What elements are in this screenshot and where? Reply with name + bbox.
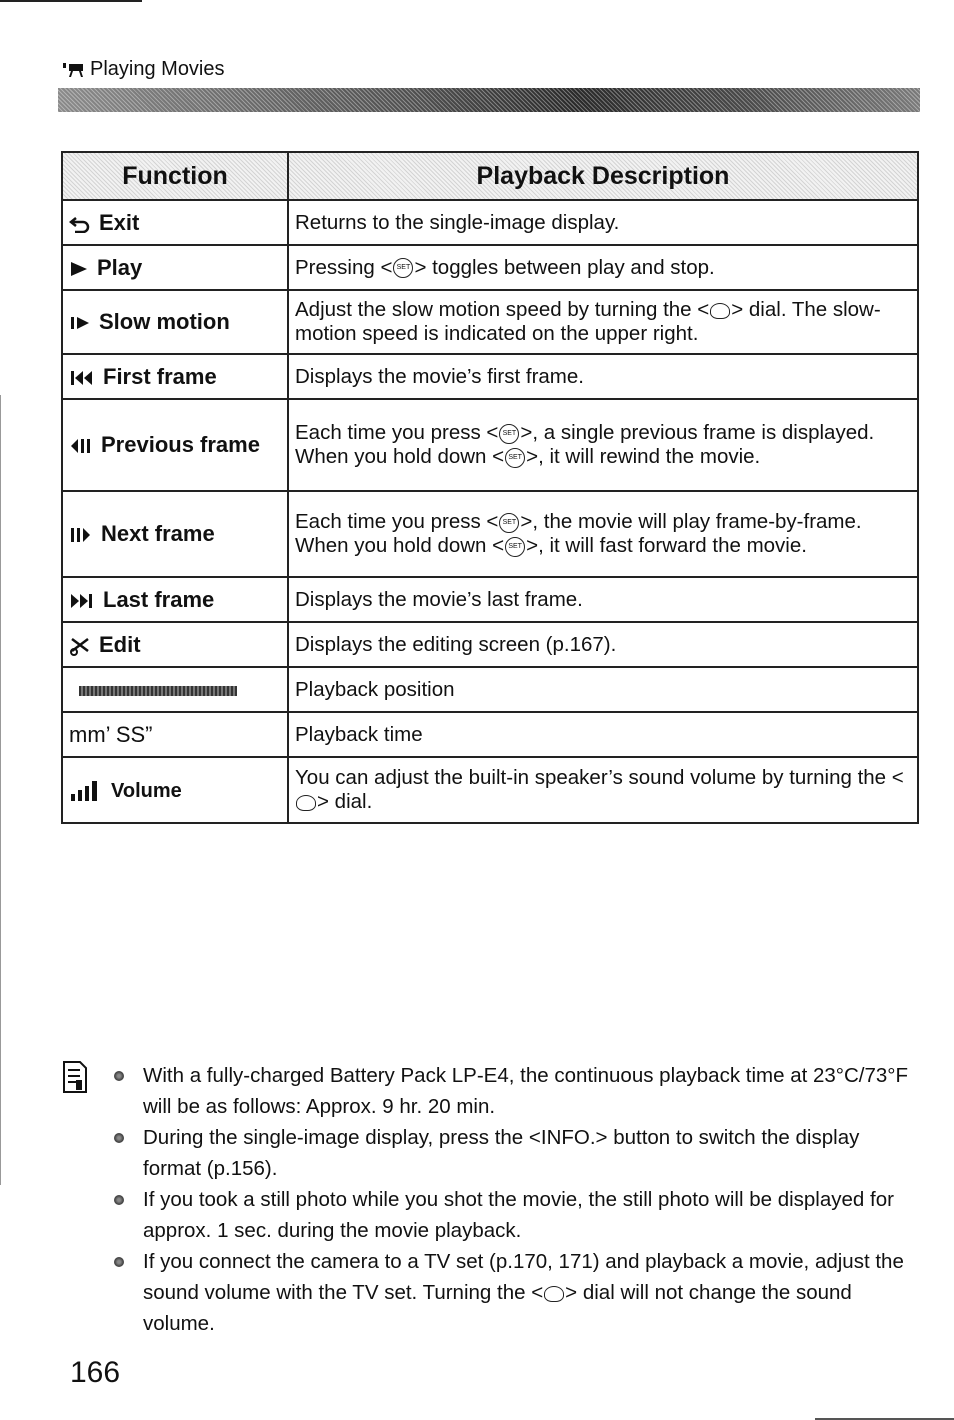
set-button-icon: SET bbox=[499, 424, 519, 444]
scissors-icon bbox=[69, 636, 91, 656]
function-column-header: Function bbox=[62, 152, 288, 200]
description-cell: You can adjust the built-in speaker’s sound volume by turning the <> dial. bbox=[288, 757, 918, 823]
table-row bbox=[62, 712, 918, 757]
slow-motion-icon bbox=[69, 314, 91, 332]
playback-functions-table bbox=[61, 151, 919, 824]
function-cell: Previous frame bbox=[62, 399, 288, 491]
page-number: 166 bbox=[70, 1356, 121, 1389]
function-cell: mm’ SS” bbox=[62, 712, 288, 757]
set-button-icon: SET bbox=[393, 258, 413, 278]
description-cell: Displays the movie’s last frame. bbox=[288, 577, 918, 622]
function-cell: Edit bbox=[62, 622, 288, 667]
bullet-icon bbox=[114, 1195, 124, 1205]
binding-edge bbox=[0, 395, 1, 1185]
notes-section bbox=[62, 1060, 912, 1339]
play-icon bbox=[69, 260, 89, 278]
table-row bbox=[62, 399, 918, 491]
description-cell: Each time you press < SET >, the movie will play frame-by-frame. When you hold down < SET >, it will fast forward the movie. bbox=[288, 491, 918, 577]
movie-icon bbox=[62, 62, 84, 78]
memo-icon bbox=[62, 1060, 88, 1094]
function-cell: Play bbox=[62, 245, 288, 290]
function-cell: Slow motion bbox=[62, 290, 288, 354]
function-cell: Last frame bbox=[62, 577, 288, 622]
top-rule bbox=[0, 0, 142, 2]
note-item: With a fully-charged Battery Pack LP-E4, the continuous playback time at 23°C/73°F will be as follows: Approx. 9 hr. 20 min. bbox=[114, 1060, 912, 1122]
set-button-icon: SET bbox=[499, 513, 519, 533]
description-cell: Each time you press < SET >, a single previous frame is displayed. When you hold down < SET >, it will rewind the movie. bbox=[288, 399, 918, 491]
note-item: During the single-image display, press the <INFO.> button to switch the display format (p.156). bbox=[114, 1122, 912, 1184]
table-row bbox=[62, 757, 918, 823]
function-cell: Exit bbox=[62, 200, 288, 245]
section-header bbox=[62, 58, 225, 81]
description-cell: Displays the movie’s first frame. bbox=[288, 354, 918, 399]
main-dial-icon bbox=[296, 795, 316, 811]
note-item: If you connect the camera to a TV set (p.170, 171) and playback a movie, adjust the sound volume with the TV set. Turning the < > dial will not change the sound volume. bbox=[114, 1246, 912, 1339]
volume-icon bbox=[69, 779, 103, 803]
bullet-icon bbox=[114, 1133, 124, 1143]
table-row bbox=[62, 290, 918, 354]
note-item: If you took a still photo while you shot the movie, the still photo will be displayed for approx. 1 sec. during the movie playback. bbox=[114, 1184, 912, 1246]
main-dial-icon bbox=[544, 1286, 564, 1302]
exit-icon bbox=[69, 215, 91, 233]
table-header-row bbox=[62, 152, 918, 200]
description-cell: Returns to the single-image display. bbox=[288, 200, 918, 245]
table-row bbox=[62, 577, 918, 622]
description-cell: Playback position bbox=[288, 667, 918, 712]
playback-position-bar bbox=[79, 686, 237, 696]
section-banner bbox=[58, 88, 920, 112]
function-cell bbox=[62, 667, 288, 712]
description-cell: Pressing < SET > toggles between play and stop. bbox=[288, 245, 918, 290]
notes-list bbox=[62, 1060, 912, 1339]
table-row bbox=[62, 491, 918, 577]
function-cell: First frame bbox=[62, 354, 288, 399]
table-row bbox=[62, 622, 918, 667]
previous-frame-icon bbox=[69, 437, 93, 455]
set-button-icon: SET bbox=[505, 537, 525, 557]
table-row bbox=[62, 354, 918, 399]
table-row bbox=[62, 245, 918, 290]
description-cell: Adjust the slow motion speed by turning the < > dial. The slow-motion speed is indicated on the upper right. bbox=[288, 290, 918, 354]
table-row bbox=[62, 200, 918, 245]
description-cell: Playback time bbox=[288, 712, 918, 757]
function-cell: Next frame bbox=[62, 491, 288, 577]
function-cell: Volume bbox=[62, 757, 288, 823]
section-title: Playing Movies bbox=[90, 58, 225, 80]
first-frame-icon bbox=[69, 369, 95, 387]
bullet-icon bbox=[114, 1257, 124, 1267]
bullet-icon bbox=[114, 1071, 124, 1081]
quick-control-dial-icon bbox=[710, 303, 730, 319]
description-cell: Displays the editing screen (p.167). bbox=[288, 622, 918, 667]
set-button-icon: SET bbox=[505, 448, 525, 468]
next-frame-icon bbox=[69, 526, 93, 544]
description-column-header: Playback Description bbox=[288, 152, 918, 200]
table-row bbox=[62, 667, 918, 712]
last-frame-icon bbox=[69, 592, 95, 610]
